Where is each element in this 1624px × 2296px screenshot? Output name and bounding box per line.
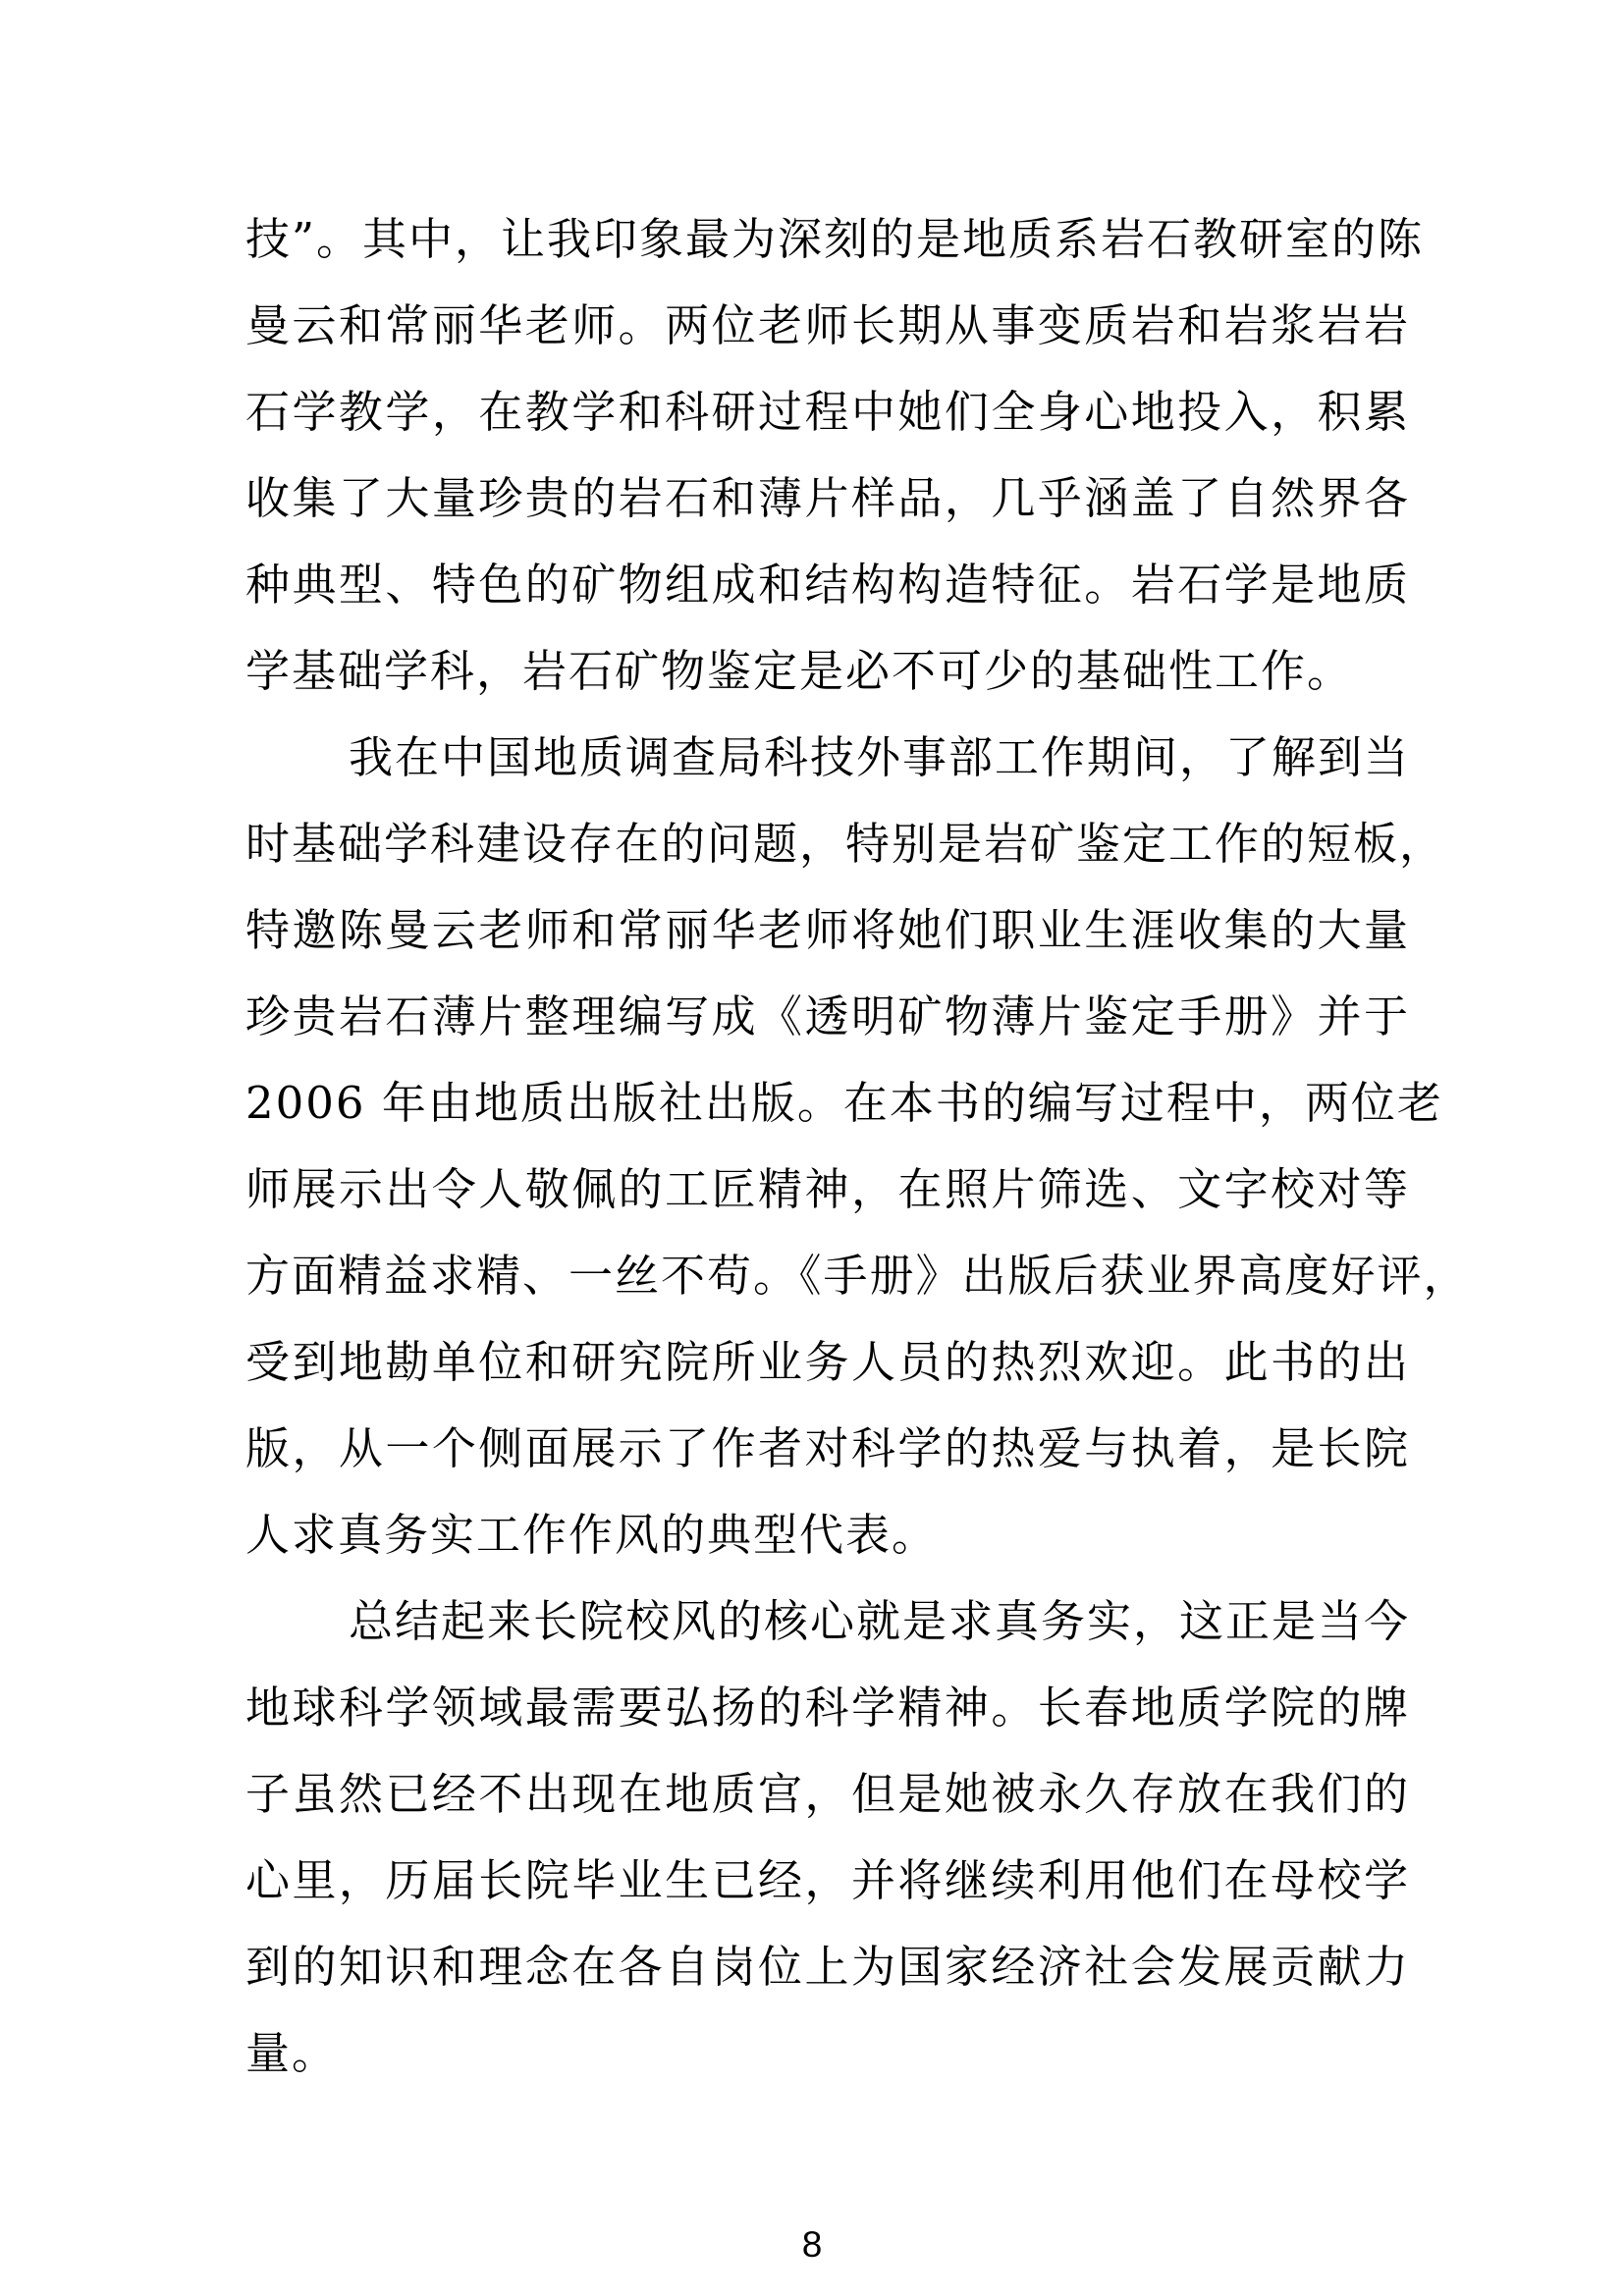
text-line: 种典型、特色的矿物组成和结构构造特征。岩石学是地质 [245, 559, 1410, 611]
text-line: 收集了大量珍贵的岩石和薄片样品，几乎涵盖了自然界各 [245, 472, 1410, 524]
text-line: 2006 年由地质出版社出版。在本书的编写过程中，两位老 [245, 1077, 1443, 1129]
text-line: 总结起来长院校风的核心就是求真务实，这正是当今 [349, 1595, 1411, 1647]
paragraph [245, 715, 1470, 1578]
paragraph [245, 1578, 1410, 2097]
text-line: 人求真务实工作作风的典型代表。 [245, 1509, 939, 1561]
text-line: 学基础学科，岩石矿物鉴定是必不可少的基础性工作。 [245, 645, 1354, 697]
text-line: 地球科学领域最需要弘扬的科学精神。长春地质学院的牌 [245, 1682, 1410, 1734]
page-footer [0, 2226, 1624, 2263]
text-line: 我在中国地质调查局科技外事部工作期间，了解到当 [349, 731, 1411, 783]
page-number: 8 [801, 2224, 823, 2265]
text-line: 量。 [245, 2027, 339, 2079]
text-line: 曼云和常丽华老师。两位老师长期从事变质岩和岩浆岩岩 [245, 299, 1410, 351]
text-line: 版，从一个侧面展示了作者对科学的热爱与执着，是长院 [245, 1422, 1410, 1474]
text-line: 时基础学科建设存在的问题，特别是岩矿鉴定工作的短板， [245, 818, 1446, 870]
paragraph [245, 196, 1425, 715]
text-line: 石学教学，在教学和科研过程中她们全身心地投入，积累 [245, 386, 1410, 438]
text-line: 珍贵岩石薄片整理编写成《透明矿物薄片鉴定手册》并于 [245, 990, 1410, 1042]
text-line: 技”。其中，让我印象最为深刻的是地质系岩石教研室的陈 [245, 213, 1425, 265]
text-line: 子虽然已经不出现在地质宫，但是她被永久存放在我们的 [245, 1768, 1410, 1820]
text-line: 到的知识和理念在各自岗位上为国家经济社会发展贡献力 [245, 1941, 1410, 1993]
text-line: 特邀陈曼云老师和常丽华老师将她们职业生涯收集的大量 [245, 904, 1410, 956]
text-line: 方面精益求精、一丝不苟。《手册》出版后获业界高度好评， [245, 1250, 1470, 1302]
text-line: 心里，历届长院毕业生已经，并将继续利用他们在母校学 [245, 1854, 1410, 1906]
body-text [245, 196, 1470, 2097]
text-line: 受到地勘单位和研究院所业务人员的热烈欢迎。此书的出 [245, 1336, 1410, 1388]
text-line: 师展示出令人敬佩的工匠精神，在照片筛选、文字校对等 [245, 1163, 1410, 1215]
